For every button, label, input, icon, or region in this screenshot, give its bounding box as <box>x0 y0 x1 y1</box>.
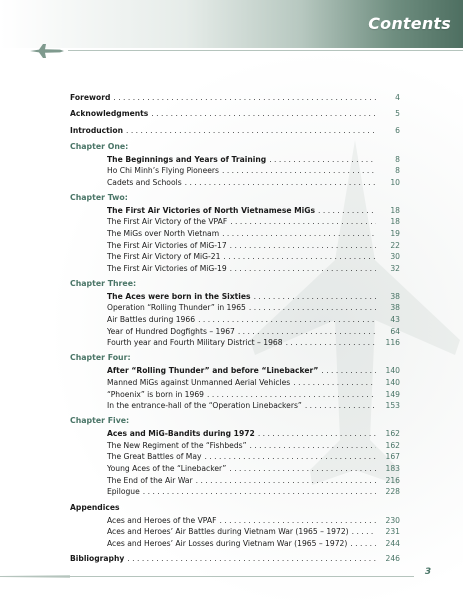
toc-entry-page: 149 <box>385 389 400 399</box>
toc-entry-page: 167 <box>385 452 400 462</box>
toc-entry-page: 216 <box>385 475 400 485</box>
toc-entry-title: The First Air Victory of MiG-21 <box>107 252 221 262</box>
dot-leader <box>321 365 376 377</box>
dot-leader <box>269 154 376 166</box>
toc-entry-title: Air Battles during 1966 <box>107 315 196 325</box>
dot-leader <box>126 123 376 138</box>
toc-entry-title: The First Air Victory of the VPAF <box>107 217 228 227</box>
toc-entry <box>70 428 400 440</box>
toc-entry-title: Aces and Heroes of the VPAF <box>107 515 217 525</box>
toc-entry-title: The First Air Victories of MiG-17 <box>107 240 227 250</box>
toc-entry-title: Epilogue <box>107 487 140 497</box>
toc-entry <box>70 228 400 240</box>
toc-entry <box>70 326 400 338</box>
dot-leader <box>305 400 376 412</box>
toc-entry <box>70 165 400 177</box>
toc-entry-page: 162 <box>385 428 400 438</box>
toc-entry <box>70 486 400 498</box>
toc-entry-title: Manned MiGs against Unmanned Aerial Vehicles <box>107 377 291 387</box>
dot-leader <box>196 475 376 487</box>
toc-entry-title: Chapter Four: <box>70 353 131 363</box>
toc-entry <box>70 177 400 189</box>
header-band <box>0 0 463 48</box>
toc-entry-page: 5 <box>395 109 400 118</box>
toc-entry-page: 246 <box>385 554 400 564</box>
toc-entry-page: 18 <box>390 205 400 215</box>
dot-leader <box>254 291 376 303</box>
toc-entry-title: Appendices <box>70 502 120 512</box>
dot-leader <box>113 90 376 105</box>
toc-entry <box>70 123 400 138</box>
toc-entry-title: The New Regiment of the “Fishbeds” <box>107 440 247 450</box>
toc-entry <box>70 526 400 538</box>
toc-entry-page: 32 <box>390 264 400 273</box>
plane-icon <box>30 43 64 59</box>
toc-entry-title: Foreword <box>70 92 111 102</box>
toc-entry-page: 8 <box>395 166 400 176</box>
toc-entry-page: 10 <box>390 177 400 187</box>
page-number: 3 <box>424 567 432 577</box>
toc-entry-title: Aces and MiG-Bandits during 1972 <box>107 428 255 438</box>
toc-entry <box>70 538 400 550</box>
dot-leader <box>249 302 376 314</box>
page-title: Contents <box>368 14 451 33</box>
toc-entry <box>70 291 400 303</box>
toc-chapter-heading <box>70 140 400 154</box>
toc-entry-page: 4 <box>395 92 400 102</box>
dot-leader <box>223 251 376 263</box>
dot-leader <box>350 538 376 550</box>
toc-entry-page: 43 <box>390 315 400 325</box>
toc-entry-title: Chapter Three: <box>70 278 137 288</box>
dot-leader <box>222 165 376 177</box>
toc-entry-title: The Aces were born in the Sixties <box>107 291 251 301</box>
toc-entry-title: Young Aces of the “Linebacker” <box>107 463 227 473</box>
dot-leader <box>352 526 376 538</box>
toc-entry-title: Cadets and Schools <box>107 177 182 187</box>
toc-entry-page: 19 <box>390 228 400 238</box>
toc-entry-page: 6 <box>395 125 400 135</box>
toc-entry <box>70 389 400 401</box>
toc-entry <box>70 154 400 166</box>
toc-entry-title: Chapter Five: <box>70 415 130 425</box>
toc-entry-title: Chapter One: <box>70 141 129 151</box>
toc-entry <box>70 337 400 349</box>
toc-entry-title: Aces and Heroes’ Air Battles during Vietnam War (1965 – 1972) <box>107 527 349 537</box>
toc-entry <box>70 263 400 275</box>
toc-entry-page: 244 <box>385 538 400 548</box>
dot-leader <box>230 240 376 252</box>
toc-entry-page: 153 <box>385 401 400 411</box>
dot-leader <box>198 314 376 326</box>
toc-entry-title: Bibliography <box>70 554 125 564</box>
toc-entry <box>70 515 400 527</box>
toc-entry <box>70 251 400 263</box>
dot-leader <box>222 228 376 240</box>
header-divider <box>68 50 463 51</box>
toc-entry-title: Introduction <box>70 125 124 135</box>
toc-entry-title: Year of Hundred Dogfights – 1967 <box>107 326 235 336</box>
toc-entry <box>70 451 400 463</box>
toc-entry-page: 116 <box>385 338 400 348</box>
toc-chapter-heading <box>70 191 400 205</box>
toc-entry <box>70 216 400 228</box>
dot-leader <box>250 440 376 452</box>
toc-entry <box>70 440 400 452</box>
toc-entry <box>70 90 400 105</box>
toc-entry <box>70 500 400 515</box>
toc-entry-title: Chapter Two: <box>70 192 128 202</box>
toc-entry-title: Acknowledgments <box>70 109 149 118</box>
toc-entry <box>70 551 400 566</box>
toc-entry-page: 30 <box>390 252 400 262</box>
toc-entry-page: 64 <box>390 326 400 336</box>
toc-entry <box>70 400 400 412</box>
dot-leader <box>219 515 376 527</box>
toc-entry-title: The First Air Victories of North Vietnamese MiGs <box>107 205 316 215</box>
toc-entry-title: Ho Chi Minh’s Flying Pioneers <box>107 166 220 176</box>
dot-leader <box>151 106 376 121</box>
toc-entry <box>70 302 400 314</box>
toc-entry-page: 230 <box>385 515 400 525</box>
toc-entry-title: In the entrance-hall of the “Operation Linebackers” <box>107 401 302 411</box>
toc-entry-title: Operation “Rolling Thunder” in 1965 <box>107 303 246 313</box>
toc-entry-page: 140 <box>385 377 400 387</box>
dot-leader <box>230 216 376 228</box>
toc-entry-page: 38 <box>390 303 400 313</box>
toc-entry <box>70 377 400 389</box>
dot-leader <box>293 377 376 389</box>
dot-leader <box>229 463 376 475</box>
toc-entry <box>70 205 400 217</box>
table-of-contents <box>70 88 400 566</box>
toc-chapter-heading <box>70 351 400 365</box>
dot-leader <box>127 551 376 566</box>
toc-entry-page: 8 <box>395 154 400 164</box>
toc-entry-page: 162 <box>385 440 400 450</box>
toc-chapter-heading <box>70 414 400 428</box>
toc-entry <box>70 314 400 326</box>
toc-entry-title: Aces and Heroes’ Air Losses during Vietnam War (1965 – 1972) <box>107 538 348 548</box>
toc-entry-page: 140 <box>385 366 400 376</box>
toc-entry <box>70 365 400 377</box>
dot-leader <box>286 337 376 349</box>
toc-entry-title: The First Air Victories of MiG-19 <box>107 264 227 273</box>
toc-entry <box>70 463 400 475</box>
footer-divider <box>0 576 414 577</box>
toc-entry-page: 228 <box>385 487 400 497</box>
toc-entry-title: The End of the Air War <box>107 475 193 485</box>
toc-entry-title: After “Rolling Thunder” and before “Linebacker” <box>107 366 319 376</box>
toc-entry-page: 22 <box>390 240 400 250</box>
toc-entry <box>70 106 400 121</box>
dot-leader <box>258 428 376 440</box>
toc-entry-page: 38 <box>390 291 400 301</box>
dot-leader <box>143 486 376 498</box>
toc-entry-title: The Beginnings and Years of Training <box>107 154 267 164</box>
dot-leader <box>318 205 376 217</box>
dot-leader <box>230 263 376 275</box>
toc-chapter-heading <box>70 277 400 291</box>
toc-entry-page: 18 <box>390 217 400 227</box>
dot-leader <box>207 389 376 401</box>
toc-entry <box>70 240 400 252</box>
toc-entry <box>70 475 400 487</box>
toc-entry-title: “Phoenix” is born in 1969 <box>107 389 204 399</box>
toc-entry-title: Fourth year and Fourth Military District – 1968 <box>107 338 283 348</box>
dot-leader <box>238 326 376 338</box>
toc-entry-page: 231 <box>385 527 400 537</box>
dot-leader <box>205 451 377 463</box>
dot-leader <box>185 177 376 189</box>
toc-entry-page: 183 <box>385 463 400 473</box>
toc-entry-title: The MiGs over North Vietnam <box>107 228 220 238</box>
toc-entry-title: The Great Battles of May <box>107 452 202 462</box>
